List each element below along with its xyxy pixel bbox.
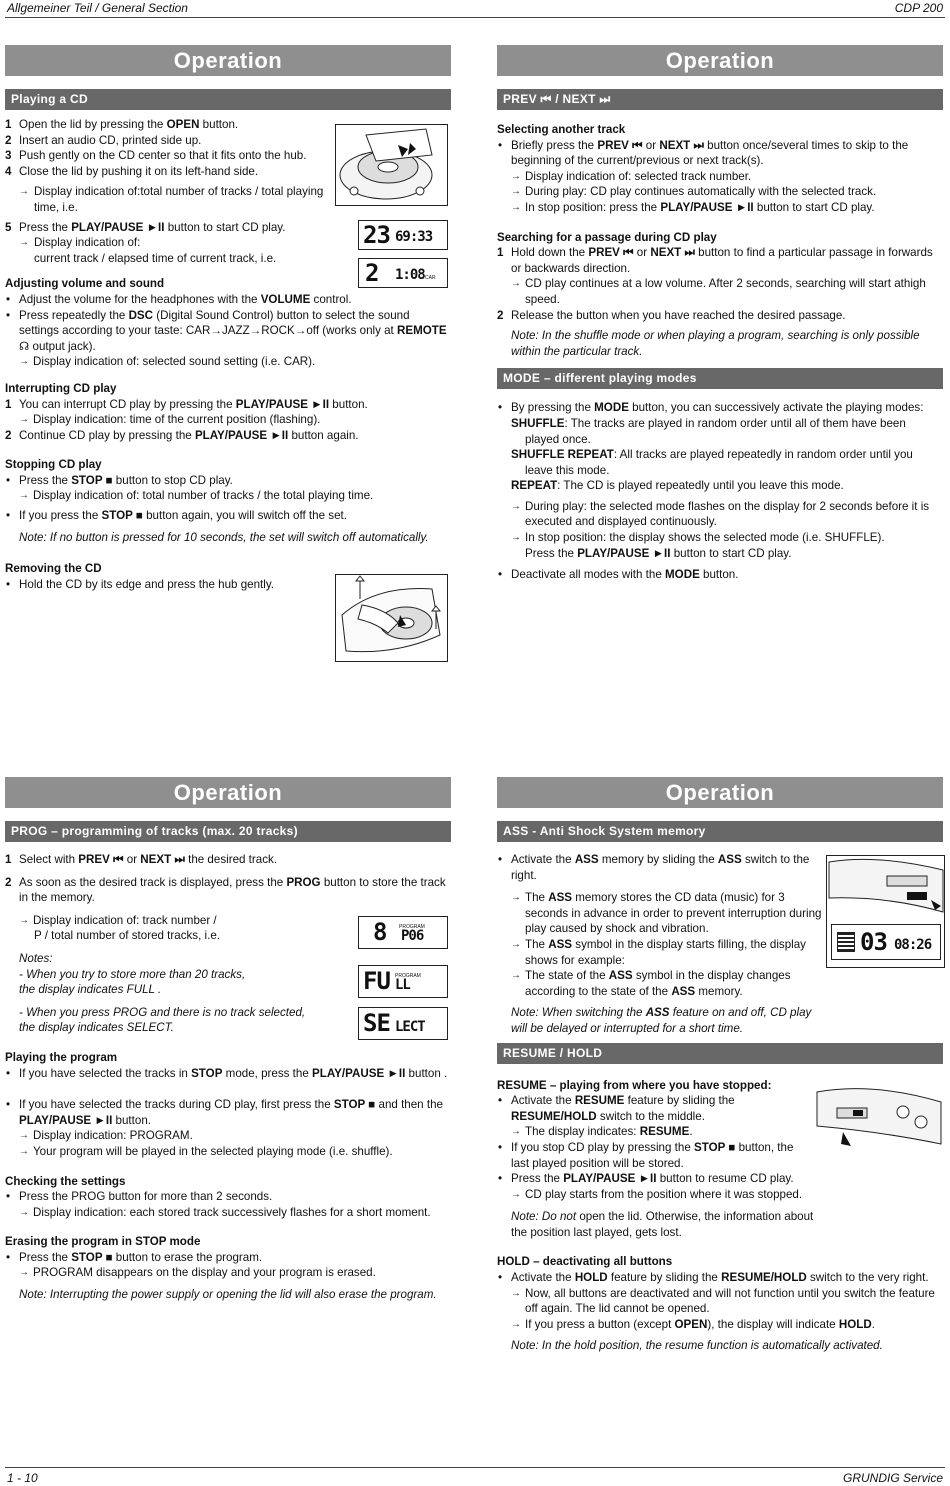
q3-play-a1: → Display indication: PROGRAM. xyxy=(5,1128,451,1144)
q2-mode-b2: • Deactivate all modes with the MODE button. xyxy=(497,567,943,583)
q2-sel-a2: → During play: CD play continues automatically with the selected track. xyxy=(497,184,943,200)
q4-resume-heading: RESUME – playing from where you have stopped: xyxy=(497,1078,772,1092)
q2-sel-a1: → Display indication of: selected track number. xyxy=(497,169,943,185)
q1-step-1: 1 Open the lid by pressing the OPEN button. xyxy=(5,118,239,131)
lcd-prog-full: FU LL PROGRAM xyxy=(358,965,448,998)
q2-mode-a2b: Press the PLAY/PAUSE ►II button to start CD play. xyxy=(525,546,792,560)
q4-note: Note: When switching the ASS feature on and off, CD play will be delayed or interrupted for a short time. xyxy=(511,1006,812,1035)
q3-a1b: P / total number of stored tracks, i.e. xyxy=(34,929,221,943)
q1-step5-arrow: → Display indication of: xyxy=(5,235,451,251)
q1-remove-b1: • Hold the CD by its edge and press the hub gently. xyxy=(5,577,451,593)
remove-cd-illustration xyxy=(335,574,448,662)
lcd-ass-display: 03 08:26 xyxy=(831,924,941,960)
q2-mode-b1: • By pressing the MODE button, you can successively activate the playing modes: xyxy=(497,400,943,416)
q1-step-2: 2 Insert an audio CD, printed side up. xyxy=(5,133,202,147)
cd-player-insert-illustration xyxy=(335,124,448,206)
q1-step5-line: current track / elapsed time of current track, i.e. xyxy=(34,251,277,265)
q1-vol-heading: Adjusting volume and sound xyxy=(5,277,165,291)
q3-play-a2: → Your program will be played in the selected playing mode (i.e. shuffle). xyxy=(5,1144,451,1160)
q3-check-a1: → Display indication: each stored track successively flashes for a short moment. xyxy=(5,1205,451,1221)
header-model: CDP 200 xyxy=(894,1,943,15)
q2-sel-a3: → In stop position: press the PLAY/PAUSE ►II button to start CD play. xyxy=(497,200,943,216)
q1-vol-arrow: → Display indication of: selected sound setting (i.e. CAR). xyxy=(5,354,451,370)
q2-section xyxy=(497,45,943,583)
header-section: Allgemeiner Teil / General Section xyxy=(7,1,188,15)
q1-stop-b1: • Press the STOP ■ button to stop CD play. xyxy=(5,473,451,489)
q2-search-note: Note: In the shuffle mode or when playing a program, searching is only possible within the particular track. xyxy=(511,329,920,358)
lcd-prog-select: SE LECT xyxy=(358,1007,448,1040)
q2-band: Operation xyxy=(497,45,943,76)
q4-hold-note: Note: In the hold position, the resume function is automatically activated. xyxy=(511,1339,883,1353)
ass-symbol-icon xyxy=(837,932,855,952)
q3-play-heading: Playing the program xyxy=(5,1050,118,1064)
q1-intr-heading: Interrupting CD play xyxy=(5,381,117,395)
q2-mode-repeat: REPEAT: The CD is played repeatedly until you leave this mode. xyxy=(511,479,844,493)
q3-a1: → Display indication of: track number / xyxy=(5,913,451,929)
q3-erase-heading: Erasing the program in STOP mode xyxy=(5,1235,201,1249)
q4-a1: → The ASS memory stores the CD data (music) for 3 seconds in advance in order to prevent interruption during play caused by shock and vibration. xyxy=(497,890,823,937)
q4-resume-b1: • Activate the RESUME feature by sliding the RESUME/HOLD switch to the middle. xyxy=(497,1093,807,1124)
q4-hold-a2: → If you press a button (except OPEN), the display will indicate HOLD. xyxy=(497,1317,943,1333)
q3-note1b: the display indicates FULL . xyxy=(19,983,162,997)
q1-intr-arrow: → Display indication: time of the current position (flashing). xyxy=(5,412,451,428)
q4-band: Operation xyxy=(497,777,943,808)
q4-resume-note: Note: Do not open the lid. Otherwise, the information about the position last played, gets lost. xyxy=(511,1210,814,1239)
q1-stop-note: Note: If no button is pressed for 10 seconds, the set will switch off automatically. xyxy=(19,530,429,544)
lcd-prog-track: 8 P06 PROGRAM xyxy=(358,916,448,949)
q1-step-5: 5 Press the PLAY/PAUSE ►II button to start CD play. xyxy=(5,220,286,234)
lcd-total-tracks-time: 23 69:33 xyxy=(358,220,448,250)
q4-resume-subheading: RESUME / HOLD xyxy=(497,1043,943,1064)
footer-brand: GRUNDIG Service xyxy=(842,1471,943,1485)
q3-erase-b1: • Press the STOP ■ button to erase the program. xyxy=(5,1250,451,1266)
q2-search-s1: 1 Hold down the PREV ⏮ or NEXT ⏭ button to find a particular passage in forwards or backwards direction. xyxy=(497,246,933,275)
q4-resume-a1: → The display indicates: RESUME. xyxy=(497,1124,807,1140)
q4-a2: → The ASS symbol in the display starts filling, the display shows for example: xyxy=(497,937,823,968)
q2-search-heading: Searching for a passage during CD play xyxy=(497,230,717,244)
q2-mode-subheading: MODE – different playing modes xyxy=(497,368,943,389)
q3-note1a: - When you try to store more than 20 tracks, xyxy=(19,967,246,981)
q1-step-4: 4 Close the lid by pushing it on its left-hand side. xyxy=(5,164,259,178)
q2-search-s2: 2 Release the button when you have reached the desired passage. xyxy=(497,308,846,322)
q4-resume-b3: • Press the PLAY/PAUSE ►II button to resume CD play. xyxy=(497,1171,943,1187)
q3-check-heading: Checking the settings xyxy=(5,1174,126,1188)
q3-play-b1: • If you have selected the tracks in STOP mode, press the PLAY/PAUSE ►II button . xyxy=(5,1066,451,1082)
footer-page-number: 1 - 10 xyxy=(7,1471,38,1485)
q3-check-b1: • Press the PROG button for more than 2 seconds. xyxy=(5,1189,451,1205)
q4-hold-a1: → Now, all buttons are deactivated and will not function until you switch the feature off again. The lid cannot be opened. xyxy=(497,1286,943,1317)
q3-note2a: - When you press PROG and there is no track selected, xyxy=(19,1005,306,1019)
page-footer xyxy=(5,1467,945,1485)
q1-vol-b2: • Press repeatedly the DSC (Digital Sound Control) button to select the sound settings according to your taste: CAR→JAZZ→ROCK→off (works only at REMOTE ☊ output jack). xyxy=(5,308,451,355)
q3-note2b: the display indicates SELECT. xyxy=(19,1021,174,1035)
q2-search-a1: → CD play continues at a low volume. After 2 seconds, searching will start athigh speed. xyxy=(497,276,943,307)
q2-sel-heading: Selecting another track xyxy=(497,123,626,136)
lcd-current-track-time: 2 1:08 CAR xyxy=(358,258,448,288)
q4-b1: • Activate the ASS memory by sliding the ASS switch to the right. xyxy=(497,852,823,883)
resume-hold-switch-illustration xyxy=(813,1082,945,1160)
q1-step-3: 3 Push gently on the CD center so that it fits onto the hub. xyxy=(5,149,307,163)
q3-erase-a1: → PROGRAM disappears on the display and your program is erased. xyxy=(5,1265,451,1281)
q1-remove-heading: Removing the CD xyxy=(5,562,102,576)
q2-mode-a2: → In stop position: the display shows the selected mode (i.e. SHUFFLE). xyxy=(497,530,943,546)
q4-hold-heading: HOLD – deactivating all buttons xyxy=(497,1255,673,1269)
q3-notes-heading: Notes: xyxy=(19,951,53,965)
q4-hold-b1: • Activate the HOLD feature by sliding the RESUME/HOLD switch to the very right. xyxy=(497,1270,943,1286)
q3-s1: 1 Select with PREV ⏮ or NEXT ⏭ the desired track. xyxy=(5,853,278,866)
q2-mode-shuffle-repeat: SHUFFLE REPEAT: All tracks are played repeatedly in random order until you leave this mode. xyxy=(511,448,913,477)
q2-sel-b1: • Briefly press the PREV ⏮ or NEXT ⏭ button once/several times to skip to the beginning of the current/previous or next track(s). xyxy=(497,138,943,169)
q3-play-b2: • If you have selected the tracks during CD play, first press the STOP ■ and then the PLAY/PAUSE ►II button. xyxy=(5,1097,451,1128)
q2-mode-shuffle: SHUFFLE: The tracks are played in random order until all of them have been played once. xyxy=(511,416,906,446)
q1-intr-s2: 2 Continue CD play by pressing the PLAY/PAUSE ►II button again. xyxy=(5,428,359,442)
q3-s2: 2 As soon as the desired track is displayed, press the PROG button to store the track in the memory. xyxy=(5,875,446,905)
q4-a3: → The state of the ASS symbol in the display changes according to the state of the ASS memory. xyxy=(497,968,823,999)
q1-stop-arrow: → Display indication of: total number of tracks / the total playing time. xyxy=(5,488,451,504)
q4-resume-b2: • If you stop CD play by pressing the STOP ■ button, the last played position will be stored. xyxy=(497,1140,807,1171)
q3-erase-note: Note: Interrupting the power supply or opening the lid will also erase the program. xyxy=(19,1288,437,1302)
q2-subheading: PREV ⏮ / NEXT ⏭ xyxy=(497,89,943,110)
q1-band: Operation xyxy=(5,45,451,76)
q3-band: Operation xyxy=(5,777,451,808)
q1-step4-arrow: → Display indication of:total number of tracks / total playing time, i.e. xyxy=(5,184,325,215)
q2-mode-a1: → During play: the selected mode flashes on the display for 2 seconds before it is executed and displayed continuously. xyxy=(497,499,943,530)
q4-resume-a2: → CD play starts from the position where it was stopped. xyxy=(497,1187,943,1203)
page-header xyxy=(5,0,945,18)
q1-intr-s1: 1 You can interrupt CD play by pressing the PLAY/PAUSE ►II button. xyxy=(5,397,368,411)
q1-subheading: Playing a CD xyxy=(5,89,451,110)
q1-stop-b2: • If you press the STOP ■ button again, you will switch off the set. xyxy=(5,508,451,524)
q3-subheading: PROG – programming of tracks (max. 20 tracks) xyxy=(5,821,451,842)
ass-switch-illustration xyxy=(826,855,945,968)
q4-subheading: ASS - Anti Shock System memory xyxy=(497,821,943,842)
q1-stop-heading: Stopping CD play xyxy=(5,458,102,472)
q1-vol-b1: • Adjust the volume for the headphones with the VOLUME control. xyxy=(5,292,451,308)
